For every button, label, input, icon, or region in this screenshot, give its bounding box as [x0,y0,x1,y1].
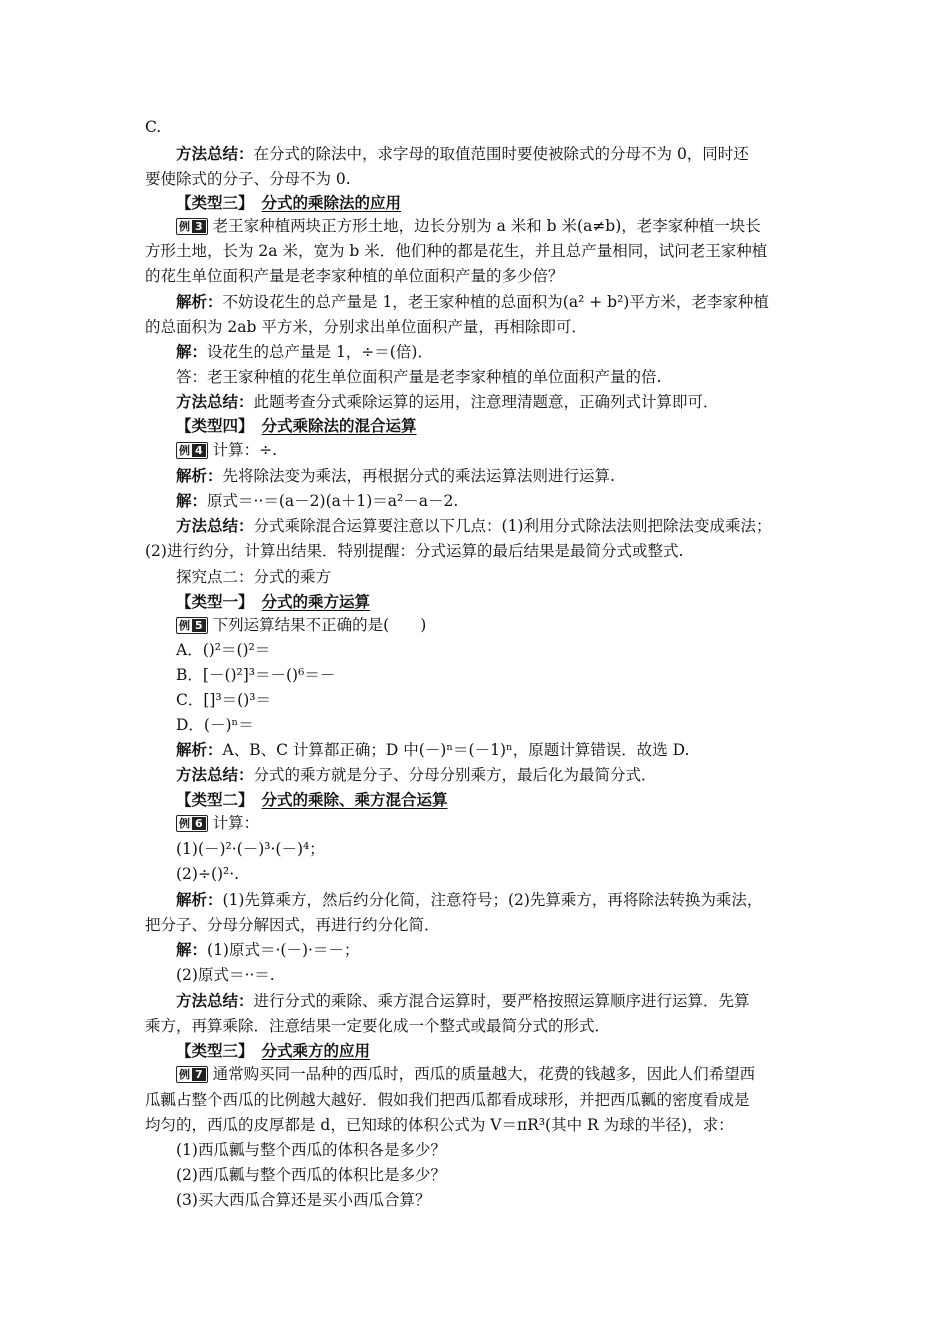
method-summary-4-cont: (2)进行约分，计算出结果．特别提醒：分式运算的最后结果是最简分式或整式. [145,542,684,560]
example-6-part1: (1)(－)²·(－)³·(－)⁴； [176,840,325,858]
method-summary-3: 方法总结：此题考查分式乘除运算的运用，注意理清题意，正确列式计算即可． [176,392,719,411]
example-5: 例 5 下列运算结果不正确的是( ) [176,614,426,636]
question-3: (3)买大西瓜合算还是买小西瓜合算？ [176,1191,431,1209]
analysis-6-cont: 把分子、分母分解因式，再进行约分化简． [145,916,440,934]
example-7-line1: 例 7 通常购买同一品种的西瓜时，西瓜的质量越大，花费的钱越多，因此人们希望西 [176,1063,755,1085]
solution-6-part1: 解：(1)原式＝·(－)·＝－； [176,940,360,959]
example-5-badge: 例 5 [176,617,208,634]
method-summary-6: 方法总结：进行分式的乘除、乘方混合运算时，要严格按照运算顺序进行运算．先算 [176,991,750,1010]
question-1: (1)西瓜瓤与整个西瓜的体积各是多少？ [176,1141,446,1159]
solution-4: 解：原式＝··＝(a－2)(a＋1)＝a²－a－2. [176,491,459,510]
solution-6-part2: (2)原式＝··＝. [176,966,275,984]
example-7-line3: 均匀的，西瓜的皮厚都是 d，已知球的体积公式为 V＝πR³(其中 R 为球的半径)，求： [145,1116,734,1134]
analysis-3-cont: 的总面积为 2ab 平方米，分别求出单位面积产量，再相除即可． [145,318,587,336]
solution-3: 解：设花生的总产量是 1，÷＝(倍)． [176,342,433,361]
example-3-line3: 的花生单位面积产量是老李家种植的单位面积产量的多少倍？ [145,267,564,285]
analysis-6: 解析：(1)先算乘方，然后约分化简，注意符号；(2)先算乘方，再将除法转换为乘法， [176,890,763,909]
method-summary-5: 方法总结：分式的乘方就是分子、分母分别乘方，最后化为最简分式． [176,765,657,784]
option-d: D．(－)ⁿ＝ [176,716,254,734]
analysis-4: 解析：先将除法变为乘法，再根据分式的乘法运算法则进行运算. [176,466,615,485]
answer-c: C. [145,118,162,136]
answer-3: 答：老王家种植的花生单位面积产量是老李家种植的单位面积产量的倍. [176,368,662,386]
method-summary-6-cont: 乘方，再算乘除．注意结果一定要化成一个整式或最简分式的形式． [145,1017,611,1035]
analysis-5: 解析：A、B、C 计算都正确；D 中(－)ⁿ＝(－1)ⁿ，原题计算错误．故选 D. [176,740,690,759]
section-type4-header: 【类型四】 分式乘除法的混合运算 [176,416,417,435]
section-type2-header: 【类型二】 分式的乘除、乘方混合运算 [176,790,448,809]
example-3-badge: 例 3 [176,218,208,235]
option-c: C．[]³＝()³＝ [176,691,271,709]
option-b: B．[－()²]³＝－()⁶＝－ [176,666,336,684]
example-3-line1: 例 3 老王家种植两块正方形土地，边长分别为 a 米和 b 米(a≠b)，老李家种植一块长 [176,215,761,237]
example-6-badge: 例 6 [176,815,208,832]
example-4: 例 4 计算：÷. [176,439,277,461]
explore-point-2: 探究点二：分式的乘方 [176,568,332,586]
example-7-badge: 例 7 [176,1066,208,1083]
section-type3-header: 【类型三】 分式的乘除法的应用 [176,193,402,212]
section-type3b-header: 【类型三】 分式乘方的应用 [176,1041,371,1060]
option-a: A．()²＝()²＝ [176,641,271,659]
method-summary-1: 方法总结：在分式的除法中，求字母的取值范围时要使被除式的分母不为 0，同时还 [176,144,749,163]
example-6-part2: (2)÷()²·. [176,865,240,883]
example-4-badge: 例 4 [176,442,208,459]
example-6: 例 6 计算： [176,812,259,834]
method-summary-1-cont: 要使除式的分子、分母不为 0. [145,170,351,188]
analysis-3: 解析：不妨设花生的总产量是 1，老王家种植的总面积为(a² + b²)平方米，老李家种植 [176,292,769,311]
question-2: (2)西瓜瓤与整个西瓜的体积比是多少？ [176,1166,446,1184]
example-3-line2: 方形土地，长为 2a 米，宽为 b 米．他们种的都是花生，并且总产量相同，试问老王家种植 [145,242,768,260]
section-type1-header: 【类型一】 分式的乘方运算 [176,592,371,611]
method-summary-4: 方法总结：分式乘除混合运算要注意以下几点：(1)利用分式除法法则把除法变成乘法； [176,516,772,535]
example-7-line2: 瓜瓤占整个西瓜的比例越大越好．假如我们把西瓜都看成球形，并把西瓜瓤的密度看成是 [145,1091,750,1109]
